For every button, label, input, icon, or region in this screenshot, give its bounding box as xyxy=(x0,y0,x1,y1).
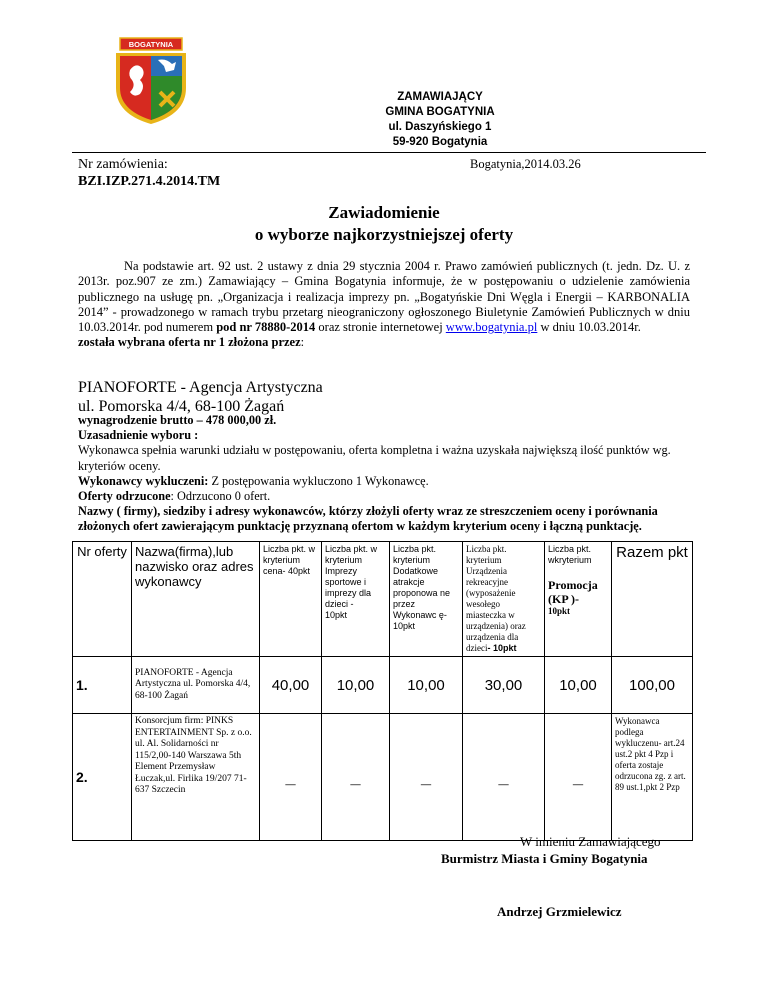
row1-total: 100,00 xyxy=(612,657,693,714)
title-line-1: Zawiadomienie xyxy=(328,203,440,222)
header-divider xyxy=(72,152,706,153)
header-line-4: 59-920 Bogatynia xyxy=(392,136,488,148)
header-line-2: GMINA BOGATYNIA xyxy=(385,106,495,118)
order-number-block xyxy=(78,156,220,190)
row2-nr: 2. xyxy=(73,714,132,841)
col-header-total: Razem pkt xyxy=(612,542,693,657)
col-header-devices-pts: - 10pkt xyxy=(487,643,517,653)
intro-text-before: Na podstawie art. 92 ust. 2 ustawy z dnia 29 stycznia 2004 r. Prawo zamówień publicznych (t. jedn. Dz. U. z 2013r. poz.907 ze zm.) Zamawiający – Gmina Bogatynia informuje, że w postępowaniu o udzielenie zamówienia publicznego na usługę pn. „Organizacja i realizacja imprezy pn. „Bogatyńskie Dni Węgla i Energii – KARBONALIA 2014” - prowadzonego w ramach trybu przetarg nieograniczony ogłoszonego Biuletynie Zamówień Publicznych w dniu 10.03.2014r. pod numerem xyxy=(78,259,690,335)
offers-table xyxy=(72,541,693,841)
row2-devices: _ xyxy=(463,714,545,841)
row1-attractions: 10,00 xyxy=(390,657,463,714)
row1-promo: 10,00 xyxy=(545,657,612,714)
row2-total-note: Wykonawca podlega wykluczenu- art.24 ust.2 pkt 4 Pzp i oferta zostaje odrzucona zg. z art. 89 ust.1,pkt 2 Pzp xyxy=(612,714,693,841)
header-line-3: ul. Daszyńskiego 1 xyxy=(388,121,492,133)
col-header-nr: Nr oferty xyxy=(73,542,132,657)
intro-text-mid: oraz stronie internetowej xyxy=(315,320,446,335)
row1-nr: 1. xyxy=(73,657,132,714)
salary: wynagrodzenie brutto – 478 000,00 zł. xyxy=(78,413,277,427)
col-header-attractions: Liczba pkt. kryterium Dodatkowe atrakcje proponowa ne przez Wykonawc ę- 10pkt xyxy=(390,542,463,657)
title-line-2: o wyborze najkorzystniejszej oferty xyxy=(254,225,514,244)
rejected-label: Oferty odrzucone xyxy=(78,489,171,504)
col-header-sport-pts: 10pkt xyxy=(325,610,348,620)
col-header-name: Nazwa(firma),lub nazwisko oraz adres wykonawcy xyxy=(132,542,260,657)
table-row xyxy=(73,657,693,714)
row1-name: PIANOFORTE - Agencja Artystyczna ul. Pomorska 4/4, 68-100 Żagań xyxy=(132,657,260,714)
justification-label: Uzasadnienie wyboru : xyxy=(78,428,199,443)
row1-devices: 30,00 xyxy=(463,657,545,714)
contracting-authority-header xyxy=(330,90,550,150)
row2-price: _ xyxy=(260,714,322,841)
header-line-1: ZAMAWIAJĄCY xyxy=(397,91,483,103)
bogatynia-website-link[interactable]: www.bogatynia.pl xyxy=(445,320,538,335)
offers-heading: Nazwy ( firmy), siedziby i adresy wykonawców, którzy złożyli oferty wraz ze streszczeniem oceny i porównania złożonych ofert zawierającym punktację przyznaną ofertom w każdym kryterium oceny i łączną punktację. xyxy=(78,504,658,534)
row2-sport: _ xyxy=(322,714,390,841)
row2-name: Konsorcjum firm: PINKS ENTERTAINMENT Sp. z o.o. ul. Al. Solidarności nr 115/2,00-140 Warszawa 5th Element Przemysław Łuczak,ul. Firlika 19/207 71-637 Szczecin xyxy=(132,714,260,841)
excluded-label: Wykonawcy wykluczeni: xyxy=(78,473,209,488)
table-header-row xyxy=(73,542,693,657)
col-header-devices-text: Liczba pkt. kryterium Urządzenia rekreacyjne (wyposażenie wesołego miasteczka w urządzenia) oraz urządzenia dla dzieci xyxy=(466,544,526,653)
details-block xyxy=(78,413,698,535)
intro-text-after: w dniu 10.03.2014r. xyxy=(537,320,641,335)
row1-sport: 10,00 xyxy=(322,657,390,714)
col-header-promo-pts: 10pkt xyxy=(548,606,571,616)
intro-closing: została wybrana oferta nr 1 złożona przez xyxy=(78,335,301,350)
col-header-devices xyxy=(463,542,545,657)
winner-address: ul. Pomorska 4/4, 68-100 Żagań xyxy=(78,398,285,415)
winner-block xyxy=(78,378,323,416)
table-row xyxy=(73,714,693,841)
order-label: Nr zamówienia: xyxy=(78,157,168,172)
winner-name: PIANOFORTE - Agencja Artystyczna xyxy=(78,379,323,396)
intro-closing-colon: : xyxy=(300,335,305,350)
signature-name: Andrzej Grzmielewicz xyxy=(497,904,622,919)
row1-price: 40,00 xyxy=(260,657,322,714)
intro-paragraph xyxy=(78,259,690,351)
rejected-text: : Odrzucono 0 ofert. xyxy=(170,489,271,504)
place-date: Bogatynia,2014.03.26 xyxy=(470,157,581,171)
bogatynia-crest-logo xyxy=(106,36,196,126)
col-header-sport-text: Liczba pkt. w kryterium Imprezy sportowe i imprezy dla dzieci - xyxy=(325,544,378,609)
order-number: BZI.IZP.271.4.2014.TM xyxy=(78,174,221,189)
intro-number: pod nr 78880-2014 xyxy=(216,320,316,335)
signature-line-2: Burmistrz Miasta i Gminy Bogatynia xyxy=(441,851,648,866)
signature-line-1: W imieniu Zamawiającego xyxy=(520,834,661,849)
col-header-sport xyxy=(322,542,390,657)
excluded-text: Z postępowania wykluczono 1 Wykonawcę. xyxy=(208,473,429,488)
row2-attractions: _ xyxy=(390,714,463,841)
col-header-promo-label: Liczba pkt. wkryterium xyxy=(548,544,592,565)
crest-banner-text: BOGATYNIA xyxy=(128,40,174,49)
col-header-promo-title: Promocja (KP )- xyxy=(548,578,598,606)
document-title xyxy=(78,202,690,246)
col-header-promo xyxy=(545,542,612,657)
row2-promo: _ xyxy=(545,714,612,841)
col-header-price: Liczba pkt. w kryterium cena- 40pkt xyxy=(260,542,322,657)
justification-text: Wykonawca spełnia warunki udziału w postępowaniu, oferta kompletna i ważna uzyskała największą ilość punktów wg. kryteriów oceny. xyxy=(78,443,671,473)
